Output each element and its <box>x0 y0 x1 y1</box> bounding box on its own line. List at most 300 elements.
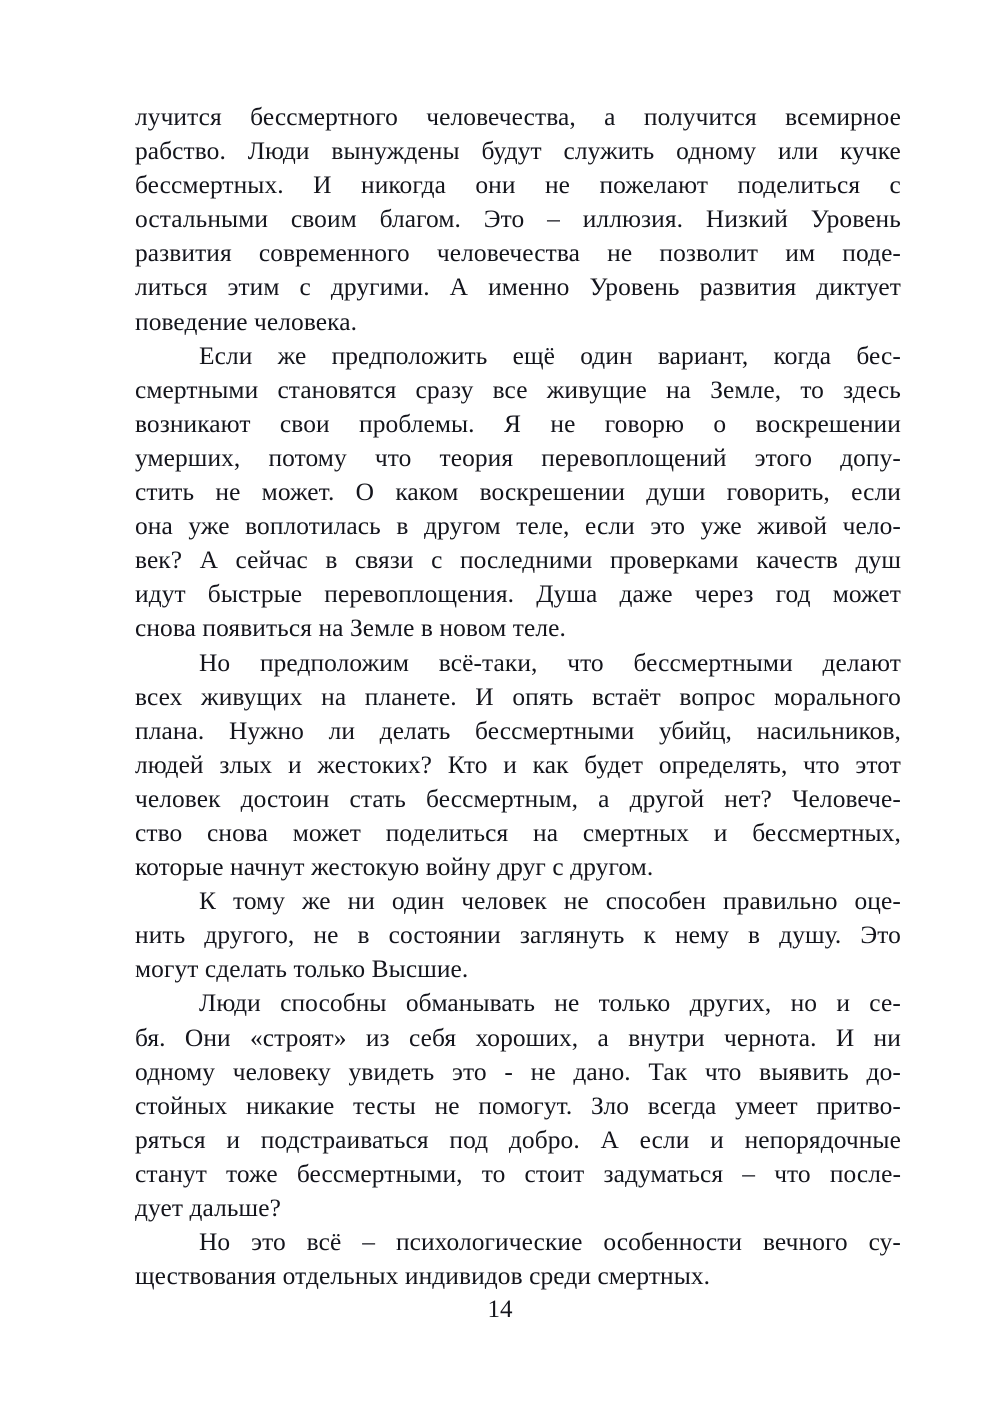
word: се- <box>869 989 901 1018</box>
word: И <box>835 1023 855 1052</box>
paragraph <box>135 646 901 885</box>
word: помогут. <box>478 1091 573 1120</box>
text-line <box>135 236 901 270</box>
word: современного <box>258 239 410 268</box>
word: Люди <box>247 137 310 166</box>
word: другом <box>424 512 501 541</box>
word: тоже <box>226 1159 278 1188</box>
page-body-text <box>135 100 901 1293</box>
word: злых <box>219 750 273 779</box>
word: теория <box>439 443 514 472</box>
word: смертными <box>135 375 259 404</box>
word: воплотилась <box>245 512 381 541</box>
word: воскрешении <box>479 478 626 507</box>
word: будет <box>584 750 644 779</box>
text-line <box>135 373 901 407</box>
word: не <box>607 239 633 268</box>
word: этот <box>855 750 901 779</box>
word: развития <box>135 239 232 268</box>
word: остальными <box>135 205 269 234</box>
word: потому <box>268 443 347 472</box>
word: уже <box>188 512 230 541</box>
word: планете. <box>364 682 457 711</box>
word: не <box>530 1057 556 1086</box>
word: всегда <box>647 1091 717 1120</box>
word: же <box>277 341 307 370</box>
word: только <box>598 989 671 1018</box>
text-line <box>135 509 901 543</box>
word: кучке <box>839 137 901 166</box>
word: жестоких? <box>317 750 433 779</box>
word: не <box>550 409 576 438</box>
word: правильно <box>723 887 838 916</box>
text-line <box>135 475 901 509</box>
word: может <box>292 818 361 847</box>
word: смертных <box>582 818 690 847</box>
word: умерших, <box>135 443 241 472</box>
word: все <box>492 375 528 404</box>
word: подстраиваться <box>260 1125 429 1154</box>
word: будут <box>481 137 542 166</box>
word: стоит <box>524 1159 585 1188</box>
word: на <box>665 375 692 404</box>
word: и <box>710 1125 724 1154</box>
word: бессмертными <box>633 648 793 677</box>
word: Я <box>503 409 522 438</box>
word: говорю <box>604 409 685 438</box>
word: и <box>836 989 851 1018</box>
word: плана. <box>135 716 205 745</box>
word: снова <box>207 818 268 847</box>
word: – <box>742 1159 756 1188</box>
text-line <box>135 305 901 339</box>
word: человек <box>461 887 547 916</box>
text-line <box>135 1055 901 1089</box>
text-line <box>135 816 901 850</box>
text-line <box>135 986 901 1020</box>
word: с <box>431 546 443 575</box>
text-line <box>135 339 901 373</box>
word: это <box>650 512 686 541</box>
word: если <box>639 1125 690 1154</box>
word: именно <box>488 273 570 302</box>
word: Кто <box>447 750 488 779</box>
word: добро. <box>508 1125 580 1154</box>
word: о <box>713 409 727 438</box>
word: – <box>547 205 560 234</box>
word: нет? <box>724 784 772 813</box>
word: развития <box>699 273 797 302</box>
word: стить <box>135 478 195 507</box>
text-line <box>135 850 901 884</box>
word: Земле, <box>710 375 782 404</box>
text-line <box>135 884 901 918</box>
word: под <box>449 1125 489 1154</box>
text-line <box>135 646 901 680</box>
text-line <box>135 407 901 441</box>
word: литься <box>135 273 208 302</box>
text-line <box>135 1089 901 1123</box>
word: вечного <box>762 1228 848 1257</box>
word: вынуждены <box>331 137 460 166</box>
word: убийц, <box>658 716 732 745</box>
word: становятся <box>277 375 397 404</box>
text-line <box>135 100 901 134</box>
text-line <box>135 1259 901 1293</box>
word: особенности <box>603 1228 743 1257</box>
word: но <box>790 989 818 1018</box>
word: ли <box>328 716 356 745</box>
word: а <box>597 1023 609 1052</box>
word: задуматься <box>603 1159 724 1188</box>
word: это <box>452 1057 487 1086</box>
word: может <box>832 580 901 609</box>
word: с <box>299 273 311 302</box>
word: Нужно <box>228 716 304 745</box>
word: К <box>199 887 217 916</box>
word: перевоплощения. <box>324 580 515 609</box>
word: поделиться <box>737 171 861 200</box>
word: – <box>362 1228 376 1257</box>
word: диктует <box>816 273 901 302</box>
word: поде- <box>842 239 901 268</box>
word: Но <box>199 1228 231 1257</box>
word: не <box>215 478 241 507</box>
word: это <box>251 1228 286 1257</box>
word: насильников, <box>756 716 901 745</box>
word: проблемы. <box>359 409 475 438</box>
word: благом. <box>379 205 461 234</box>
word: предположим <box>259 648 410 677</box>
text-line <box>135 168 901 202</box>
word: поведение человека. <box>135 307 358 336</box>
text-line <box>135 202 901 236</box>
word: могут сделать только Высшие. <box>135 955 469 984</box>
word: перевоплощений <box>541 443 727 472</box>
word: И <box>313 171 332 200</box>
word: бя. <box>135 1023 166 1052</box>
word: А <box>600 1125 619 1154</box>
word: пожелают <box>599 171 709 200</box>
word: свои <box>279 409 330 438</box>
word: через <box>694 580 754 609</box>
word: способны <box>280 989 387 1018</box>
word: или <box>778 137 819 166</box>
word: нить <box>135 921 186 950</box>
word: ществования отдельных индивидов среди смертных. <box>135 1262 711 1291</box>
word: этим <box>227 273 280 302</box>
word: предположить <box>331 341 488 370</box>
word: хороших, <box>475 1023 579 1052</box>
word: дует дальше? <box>135 1194 281 1222</box>
word: человечества, <box>426 103 576 131</box>
word: одному <box>676 137 757 166</box>
word: никогда <box>361 171 446 200</box>
word: вариант, <box>657 341 749 370</box>
word: состоянии <box>388 921 501 950</box>
word: позволит <box>659 239 759 268</box>
word: встаёт <box>592 682 661 711</box>
word: одному <box>135 1057 216 1086</box>
word: тесты <box>353 1091 416 1120</box>
word: Уровень <box>810 205 901 234</box>
word: живой <box>757 512 828 541</box>
word: в <box>325 546 338 575</box>
word: стать <box>349 784 406 813</box>
word: в <box>748 921 761 950</box>
text-line <box>135 441 901 475</box>
word: оце- <box>854 887 901 916</box>
word: - <box>504 1057 513 1086</box>
word: обманывать <box>405 989 535 1018</box>
word: су- <box>868 1228 901 1257</box>
word: всех <box>135 682 183 711</box>
word: идут <box>135 580 186 609</box>
word: как <box>532 750 569 779</box>
word: ство <box>135 818 183 847</box>
word: если <box>584 512 635 541</box>
page-number: 14 <box>487 1296 513 1323</box>
word: когда <box>773 341 832 370</box>
word: бессмертного <box>250 103 398 131</box>
word: то <box>800 375 824 404</box>
word: другого, <box>204 921 295 950</box>
text-line <box>135 748 901 782</box>
paragraph <box>135 1225 901 1293</box>
word: бес- <box>856 341 901 370</box>
word: и <box>713 818 728 847</box>
text-line <box>135 918 901 952</box>
word: в <box>396 512 409 541</box>
word: проверками <box>609 546 739 575</box>
word: что <box>803 750 840 779</box>
word: один <box>580 341 633 370</box>
word: же <box>302 887 331 916</box>
word: тому <box>232 887 286 916</box>
word: она <box>135 512 173 541</box>
word: Это <box>860 921 901 950</box>
word: других, <box>689 989 772 1018</box>
word: увидеть <box>348 1057 435 1086</box>
word: лучится <box>135 103 222 131</box>
word: никакие <box>246 1091 335 1120</box>
word: не <box>554 989 580 1018</box>
word: дано. <box>573 1057 631 1086</box>
text-line <box>135 680 901 714</box>
word: снова появиться на Земле в новом теле. <box>135 614 566 643</box>
text-line <box>135 543 901 577</box>
word: в <box>357 921 370 950</box>
word: сразу <box>415 375 474 404</box>
word: людей <box>135 750 204 779</box>
word: всё <box>306 1228 342 1257</box>
word: «строят» <box>250 1023 347 1052</box>
word: из <box>365 1023 390 1052</box>
word: поделиться <box>385 818 509 847</box>
word: бессмертными, <box>296 1159 463 1188</box>
paragraph <box>135 100 901 339</box>
paragraph <box>135 339 901 646</box>
word: ещё <box>512 341 556 370</box>
word: что <box>374 443 412 472</box>
word: и <box>503 750 517 779</box>
text-line <box>135 611 901 645</box>
word: а <box>604 103 616 131</box>
text-line <box>135 952 901 986</box>
word: заглянуть <box>519 921 625 950</box>
word: говорить, <box>726 478 830 507</box>
word: если <box>851 478 901 507</box>
word: последними <box>459 546 593 575</box>
word: достоин <box>240 784 330 813</box>
word: другими. <box>330 273 430 302</box>
word: ни <box>347 887 375 916</box>
text-line <box>135 714 901 748</box>
word: что <box>774 1159 811 1188</box>
text-line <box>135 577 901 611</box>
word: теле, <box>516 512 570 541</box>
word: стойных <box>135 1091 228 1120</box>
paragraph <box>135 884 901 986</box>
word: воскрешении <box>755 409 901 438</box>
word: нему <box>674 921 730 950</box>
word: живущие <box>546 375 647 404</box>
text-line <box>135 270 901 304</box>
word: Они <box>184 1023 231 1052</box>
word: каком <box>395 478 459 507</box>
text-line <box>135 782 901 816</box>
word: один <box>391 887 445 916</box>
word: связи <box>354 546 414 575</box>
word: они <box>475 171 516 200</box>
word: внутри <box>628 1023 705 1052</box>
word: души <box>646 478 706 507</box>
word: делают <box>822 648 901 677</box>
text-line <box>135 134 901 168</box>
word: бессмертных, <box>752 818 901 847</box>
word: человек <box>135 784 221 813</box>
word: ни <box>873 1023 901 1052</box>
word: Низкий <box>705 205 788 234</box>
word: человечества <box>436 239 580 268</box>
text-line <box>135 1157 901 1191</box>
word: опять <box>512 682 574 711</box>
word: способен <box>605 887 707 916</box>
word: допу- <box>840 443 901 472</box>
word: не <box>563 887 589 916</box>
word: чело- <box>842 512 901 541</box>
word: непорядочные <box>744 1125 901 1154</box>
word: станут <box>135 1159 207 1188</box>
word: век? <box>135 546 183 575</box>
word: бессмертным, <box>426 784 579 813</box>
word: себя <box>408 1023 457 1052</box>
word: до- <box>866 1057 901 1086</box>
word: Зло <box>591 1091 630 1120</box>
word: что <box>704 1057 742 1086</box>
word: вопрос <box>679 682 756 711</box>
text-line <box>135 1123 901 1157</box>
word: умеет <box>735 1091 798 1120</box>
text-line <box>135 1021 901 1055</box>
word: служить <box>563 137 655 166</box>
word: живущих <box>201 682 303 711</box>
word: морального <box>774 682 901 711</box>
word: к <box>643 921 656 950</box>
word: не <box>544 171 571 200</box>
word: на <box>533 818 559 847</box>
word: бессмертных. <box>135 171 284 200</box>
word: душ <box>855 546 901 575</box>
word: что <box>567 648 604 677</box>
word: О <box>355 478 375 507</box>
word: выявить <box>759 1057 849 1086</box>
word: всемирное <box>785 103 901 131</box>
word: иллюзия. <box>582 205 684 234</box>
word: Это <box>483 205 525 234</box>
word: психологические <box>395 1228 583 1257</box>
word: другой <box>629 784 705 813</box>
word: то <box>481 1159 506 1188</box>
word: здесь <box>843 375 901 404</box>
word: А <box>449 273 469 302</box>
word: Душа <box>536 580 598 609</box>
word: быстрые <box>207 580 303 609</box>
word: Если <box>199 341 253 370</box>
word: после- <box>829 1159 901 1188</box>
word: может. <box>261 478 335 507</box>
word: сейчас <box>235 546 308 575</box>
word: получится <box>643 103 757 131</box>
word: с <box>889 171 901 200</box>
word: притво- <box>816 1091 901 1120</box>
word: даже <box>619 580 673 609</box>
word: не <box>313 921 339 950</box>
word: Человече- <box>791 784 901 813</box>
word: всё-таки, <box>438 648 538 677</box>
word: этого <box>754 443 812 472</box>
word: делать <box>379 716 451 745</box>
word: ряться <box>135 1125 206 1154</box>
word: качеств <box>756 546 839 575</box>
word: год <box>775 580 811 609</box>
word: уже <box>700 512 742 541</box>
word: своим <box>290 205 357 234</box>
word: им <box>785 239 816 268</box>
word: на <box>321 682 347 711</box>
word: Уровень <box>589 273 680 302</box>
word: не <box>434 1091 460 1120</box>
word: А <box>199 546 219 575</box>
word: рабство. <box>135 137 226 166</box>
word: и <box>287 750 302 779</box>
text-line <box>135 1191 901 1225</box>
word: определять, <box>658 750 788 779</box>
word: душу. <box>779 921 842 950</box>
word: Так <box>648 1057 688 1086</box>
word: а <box>598 784 610 813</box>
text-line <box>135 1225 901 1259</box>
word: И <box>475 682 494 711</box>
word: возникают <box>135 409 251 438</box>
word: чернота. <box>724 1023 817 1052</box>
word: которые начнут жестокую войну друг с другом. <box>135 853 654 882</box>
word: бессмертными <box>475 716 635 745</box>
word: Но <box>199 648 231 677</box>
paragraph <box>135 986 901 1225</box>
word: человеку <box>232 1057 331 1086</box>
word: Люди <box>199 989 261 1018</box>
